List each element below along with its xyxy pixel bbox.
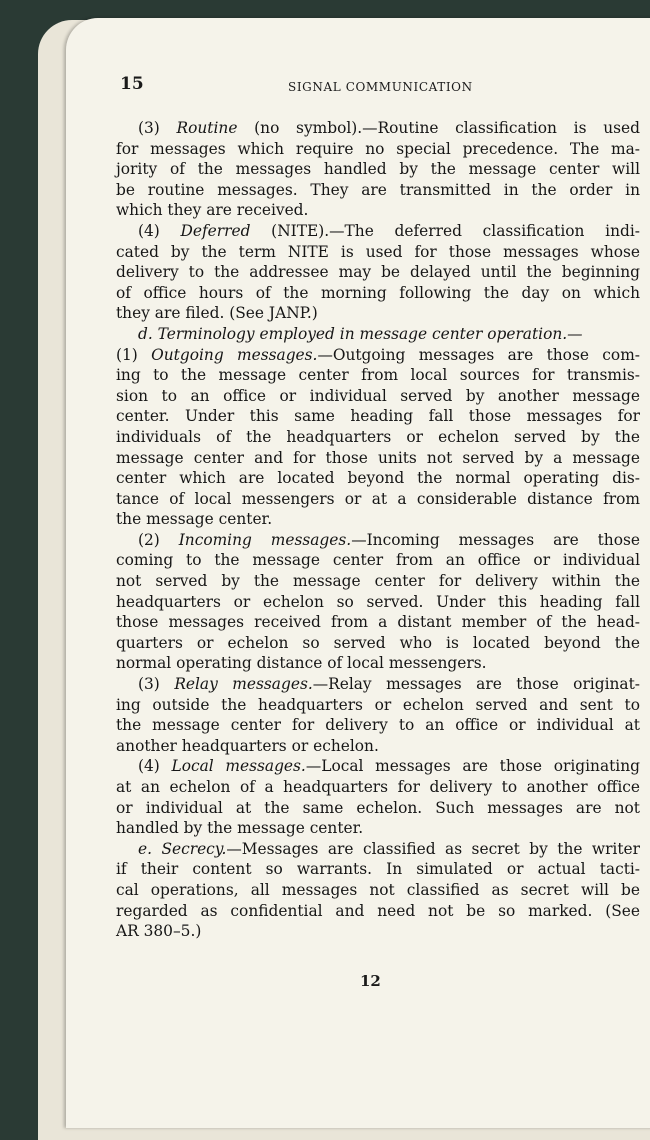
text-line: jority of the messages handled by the message center will	[116, 160, 640, 179]
item-term: Deferred	[180, 221, 251, 240]
text-line: another headquarters or echelon.	[116, 736, 379, 755]
text-line: they are filed. (See JANP.)	[116, 304, 318, 323]
folio-number: 12	[360, 972, 381, 990]
paragraph-deferred-first-line	[116, 221, 640, 242]
text-line: if their content so warrants. In simulated or actual tacti-	[116, 860, 640, 879]
item-label: (4)	[138, 221, 181, 240]
item-term: Relay messages.	[174, 675, 313, 694]
item-term: Incoming messages.	[178, 530, 352, 549]
text-line: the message center.	[116, 510, 273, 529]
paragraph-local-first-line	[116, 756, 640, 777]
page-number: 15	[120, 74, 144, 94]
item-label: (4)	[138, 757, 172, 776]
text-line: headquarters or echelon so served. Under this heading fall	[116, 592, 640, 611]
text-line: center. Under this same heading fall those messages for	[116, 407, 640, 426]
text-line: ing outside the headquarters or echelon served and sent to	[116, 695, 640, 714]
text-line: sion to an office or individual served by another message	[116, 386, 640, 405]
item-text: —Outgoing messages are those com-	[317, 345, 640, 364]
text-line: normal operating distance of local messengers.	[116, 654, 487, 673]
body-text	[116, 118, 640, 942]
text-line: regarded as confidential and need not be so marked. (See	[116, 901, 640, 920]
paragraph-outgoing-first-line	[116, 345, 640, 366]
item-text: —Relay messages are those originat-	[312, 675, 640, 694]
paragraph-incoming-first-line	[116, 530, 640, 551]
item-text: (NITE).—The deferred classification indi-	[250, 221, 640, 240]
item-term: Routine	[176, 119, 238, 137]
text-line: be routine messages. They are transmitted in the order in	[116, 180, 640, 199]
item-label: (2)	[138, 530, 179, 549]
item-term: Outgoing messages.	[151, 345, 318, 364]
text-line: or individual at the same echelon. Such messages are not	[116, 798, 640, 817]
running-head: SIGNAL COMMUNICATION	[288, 80, 473, 94]
item-term: e. Secrecy.	[138, 839, 227, 858]
text-line: tance of local messengers or at a considerable distance from	[116, 489, 640, 508]
text-line: coming to the message center from an office or individual	[116, 551, 640, 570]
text-line: delivery to the addressee may be delayed until the beginning	[116, 263, 640, 282]
item-label: (1)	[116, 345, 152, 364]
text-line: of office hours of the morning following the day on which	[116, 283, 640, 302]
text-line: at an echelon of a headquarters for delivery to another office	[116, 778, 640, 796]
text-line: ing to the message center from local sources for transmis-	[116, 366, 640, 385]
paragraph-routine-first-line	[116, 118, 640, 139]
paragraph-secrecy-first-line	[116, 839, 640, 860]
text-line: those messages received from a distant member of the head-	[116, 613, 640, 632]
text-line: quarters or echelon so served who is located beyond the	[116, 633, 640, 652]
item-label: (3)	[138, 119, 177, 137]
text-line: individuals of the headquarters or echelon served by the	[116, 427, 640, 446]
text-line: handled by the message center.	[116, 819, 364, 838]
paragraph-relay-first-line	[116, 674, 640, 695]
item-label: (3)	[138, 675, 175, 694]
section-heading-text: d. Terminology employed in message center operation.—	[138, 324, 583, 343]
item-text: —Local messages are those originating	[305, 757, 640, 776]
text-line: message center and for those units not served by a message	[116, 448, 640, 467]
text-line: not served by the message center for delivery within the	[116, 572, 640, 591]
item-term: Local messages.	[171, 757, 306, 776]
section-heading-terminology	[116, 324, 640, 345]
text-line: center which are located beyond the normal operating dis-	[116, 469, 640, 488]
text-line: the message center for delivery to an office or individual at	[116, 716, 640, 735]
item-text: —Messages are classified as secret by the writer	[226, 839, 641, 858]
item-text: —Incoming messages are those	[351, 530, 640, 549]
text-line: cal operations, all messages not classified as secret will be	[116, 880, 640, 899]
text-line: AR 380–5.)	[116, 922, 202, 941]
text-line: which they are received.	[116, 201, 309, 220]
item-text: (no symbol).—Routine classification is used	[237, 119, 640, 137]
text-line: for messages which require no special precedence. The ma-	[116, 139, 640, 158]
text-line: cated by the term NITE is used for those messages whose	[116, 242, 640, 261]
